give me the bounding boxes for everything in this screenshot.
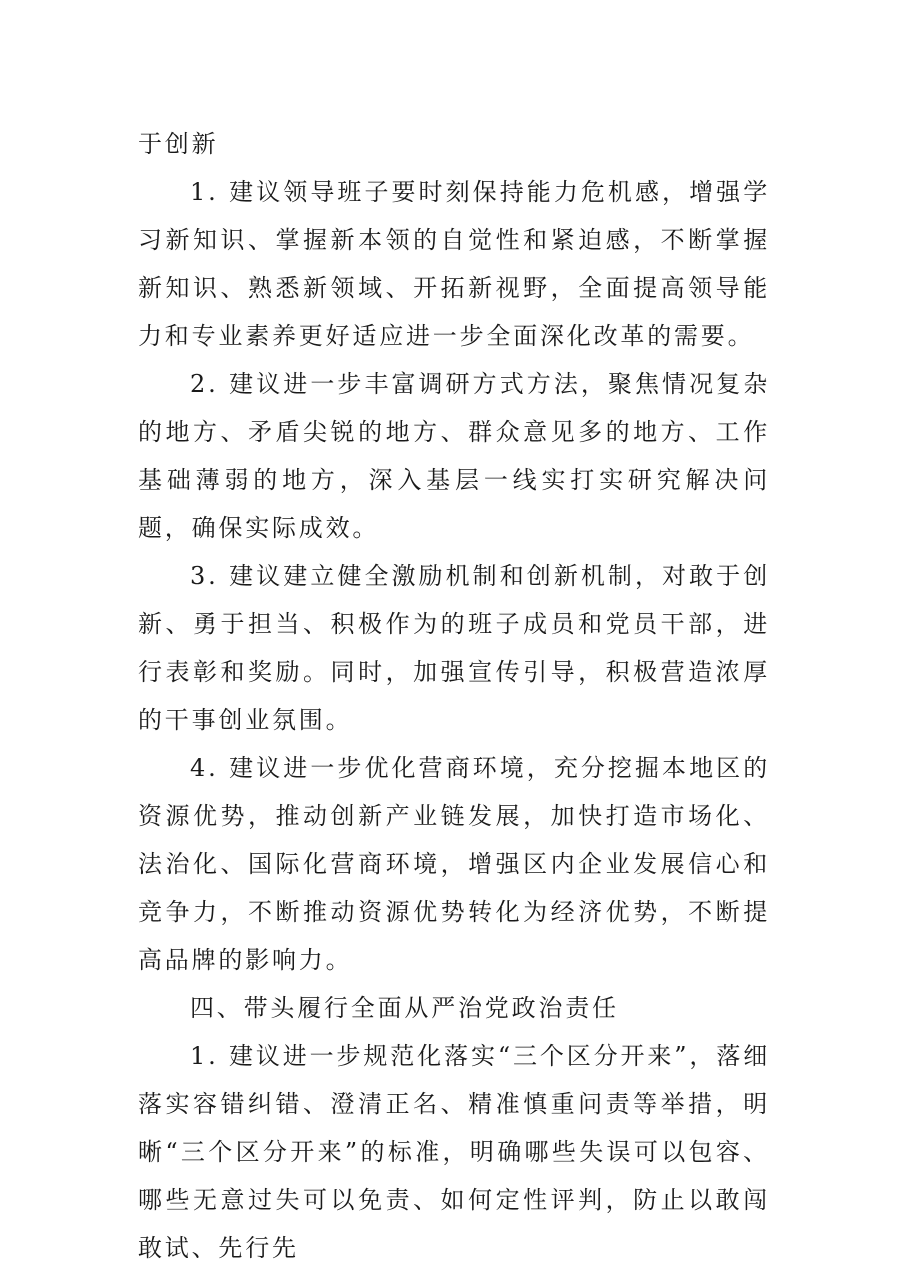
paragraph-3: 3. 建议建立健全激励机制和创新机制，对敢于创新、勇于担当、积极作为的班子成员和党员干部，进行表彰和奖励。同时，加强宣传引导，积极营造浓厚的干事创业氛围。: [138, 562, 770, 734]
document-page: [138, 120, 770, 1272]
paragraph-1: 1. 建议领导班子要时刻保持能力危机感，增强学习新知识、掌握新本领的自觉性和紧迫感，不断掌握新知识、熟悉新领域、开拓新视野，全面提高领导能力和专业素养更好适应进一步全面深化改革的需要。: [138, 178, 770, 350]
paragraph-4: 4. 建议进一步优化营商环境，充分挖掘本地区的资源优势，推动创新产业链发展，加快打造市场化、法治化、国际化营商环境，增强区内企业发展信心和竞争力，不断推动资源优势转化为经济优势，不断提高品牌的影响力。: [138, 754, 770, 974]
section-heading-4: 四、带头履行全面从严治党政治责任: [190, 994, 619, 1022]
paragraph-5: 1. 建议进一步规范化落实“三个区分开来”，落细落实容错纠错、澄清正名、精准慎重问责等举措，明晰“三个区分开来”的标准，明确哪些失误可以包容、哪些无意过失可以免责、如何定性评判，防止以敢闯敢试、先行先: [138, 1042, 770, 1262]
paragraph-2: 2. 建议进一步丰富调研方式方法，聚焦情况复杂的地方、矛盾尖锐的地方、群众意见多的地方、工作基础薄弱的地方，深入基层一线实打实研究解决问题，确保实际成效。: [138, 370, 770, 542]
continued-line: 于创新: [138, 130, 219, 158]
